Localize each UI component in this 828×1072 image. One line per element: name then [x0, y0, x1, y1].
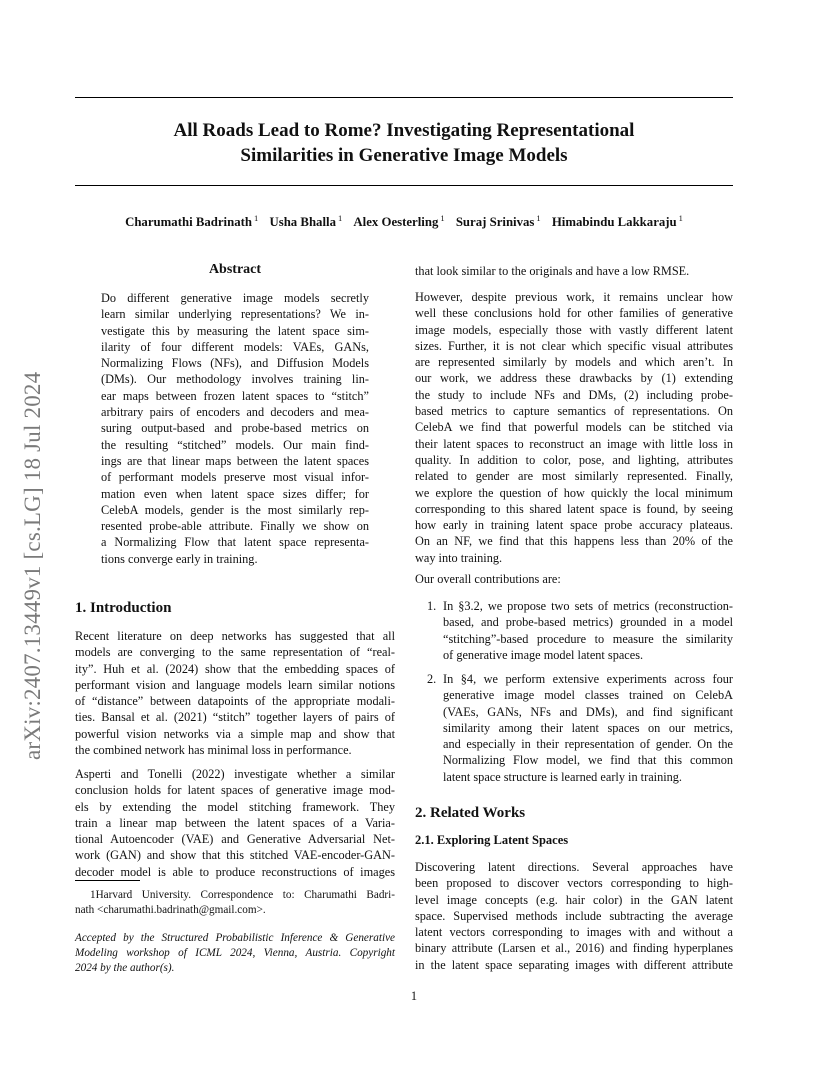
section-heading-introduction: 1. Introduction — [75, 600, 172, 616]
related-paragraph: Discovering latent directions. Several approaches have been proposed to discover vectors corresponding to high- level image concepts (e.g. hair color) in the GAN latent space. Supervised methods include subtracting the average latent vectors corresponding to images with and without a binary attribute (Larsen et al., 2016) and finding hyperplanes in the latent space separating images with different attribute — [415, 860, 733, 972]
footnote-affiliation: 1Harvard University. Correspondence to: Charumathi Badri- — [90, 889, 395, 901]
contribution-item-1: 1. In §3.2, we propose two sets of metrics (reconstruction- based, and probe-based metrics) grounded in a model “stitching”-based procedure to measure the similarity of generative image model latent spaces. — [427, 599, 733, 662]
title-line-2: Similarities in Generative Image Models — [240, 145, 568, 166]
author-list — [75, 213, 733, 230]
abstract-body: Do different generative image models secretly learn similar underlying representations? We in- vestigate this by measuring the latent space sim- ilarity of four different models: VAEs, GANs, Normalizing Flows (NFs), and Diffusion Models (DMs). Our methodology involves training lin- ear maps between frozen latent spaces to “stitch” arbitrary pairs of encoders and decoders and mea- suring output-based and probe-based metrics on the resulting “stitched” models. Our main find- ings are that linear maps between the latent spaces of performant models preserve most visual infor- mation even when latent space sizes differ; for CelebA models, gender is the most similarly rep- resented probe-able attribute. Finally we show on a Normalizing Flow that latent space representa- tions converge early in training. — [101, 291, 369, 566]
contribution-item-2: 2. In §4, we perform extensive experiments across four generative image model classes trained on CelebA (VAEs, GANs, NFs and DMs), and find significant similarity among their latent spaces on our metrics, and especially in their representation of gender. On the Normalizing Flow model, we find that this common latent space structure is learned early in training. — [427, 672, 733, 784]
title-bottom-rule — [75, 185, 733, 186]
page-number: 1 — [410, 989, 418, 1003]
right-paragraph-1: However, despite previous work, it remains unclear how well these conclusions hold for other families of generative image models, especially those with vastly different latent sizes. Further, it is not clear which specific visual attributes are represented similarly by models and which aren’t. In our work, we address these drawbacks by (1) extending the study to include NFs and DMs, (2) including probe- based metrics to capture semantics of representations. On CelebA we find that powerful models can be stitched via their latent spaces to reconstruct an image with little loss in quality. In addition to color, pose, and lighting, attributes related to gender are most similarly represented. Finally, we explore the question of how quickly the local minimum corresponding to this shared latent space is found, by seeing how early in training latent space probe accuracy plateaus. On an NF, we find that this happens less than 20% of the way into training. — [415, 290, 733, 565]
paper-title — [75, 118, 733, 168]
abstract-heading: Abstract — [208, 262, 262, 277]
list-number: 2. — [427, 672, 437, 686]
footnote-accepted: Accepted by the Structured Probabilistic Inference & Generative Modeling workshop of ICML 2024, Vienna, Austria. Copyright 2024 by the author(s). — [75, 932, 395, 974]
author: Suraj Srinivas $^1$ — [455, 213, 541, 230]
section-heading-related-works: 2. Related Works — [415, 805, 526, 821]
title-line-1: All Roads Lead to Rome? Investigating Representational — [173, 120, 635, 141]
list-number: 1. — [427, 599, 437, 613]
intro-paragraph-1: Recent literature on deep networks has suggested that all models are converging to the same representation of “real- ity”. Huh et al. (2024) show that the embedding spaces of performant vision and language models learn similar notions of “distance” between datapoints of the appropriate modali- ties. Bansal et al. (2021) “stitch” together layers of pairs of powerful vision networks via a simple map and show that the combined network has minimal loss in performance. — [75, 629, 395, 758]
footnote-affiliation-cont: nath <charumathi.badrinath@gmail.com>. — [75, 904, 266, 916]
arxiv-identifier: arXiv:2407.13449v1 [cs.LG] 18 Jul 2024 — [20, 371, 45, 760]
top-rule — [75, 97, 733, 98]
intro-paragraph-2: Asperti and Tonelli (2022) investigate whether a similar conclusion holds for latent spaces of generative image mod- els by extending the model stitching framework. They train a linear map between the latent spaces of a Varia- tional Autoencoder (VAE) and Generative Adversarial Net- work (GAN) and show that this stitched VAE-encoder-GAN- decoder model is able to produce reconstructions of images — [75, 767, 395, 879]
subsection-heading-latent-spaces: 2.1. Exploring Latent Spaces — [415, 833, 569, 847]
right-paragraph-0: that look similar to the originals and have a low RMSE. — [415, 264, 690, 278]
author: Himabindu Lakkaraju $^1$ — [551, 213, 683, 230]
author: Alex Oesterling $^1$ — [353, 213, 445, 230]
author: Usha Bhalla $^1$ — [269, 213, 343, 230]
contributions-intro: Our overall contributions are: — [415, 572, 561, 586]
footnote-rule — [75, 880, 140, 881]
author: Charumathi Badrinath $^1$ — [125, 213, 259, 230]
